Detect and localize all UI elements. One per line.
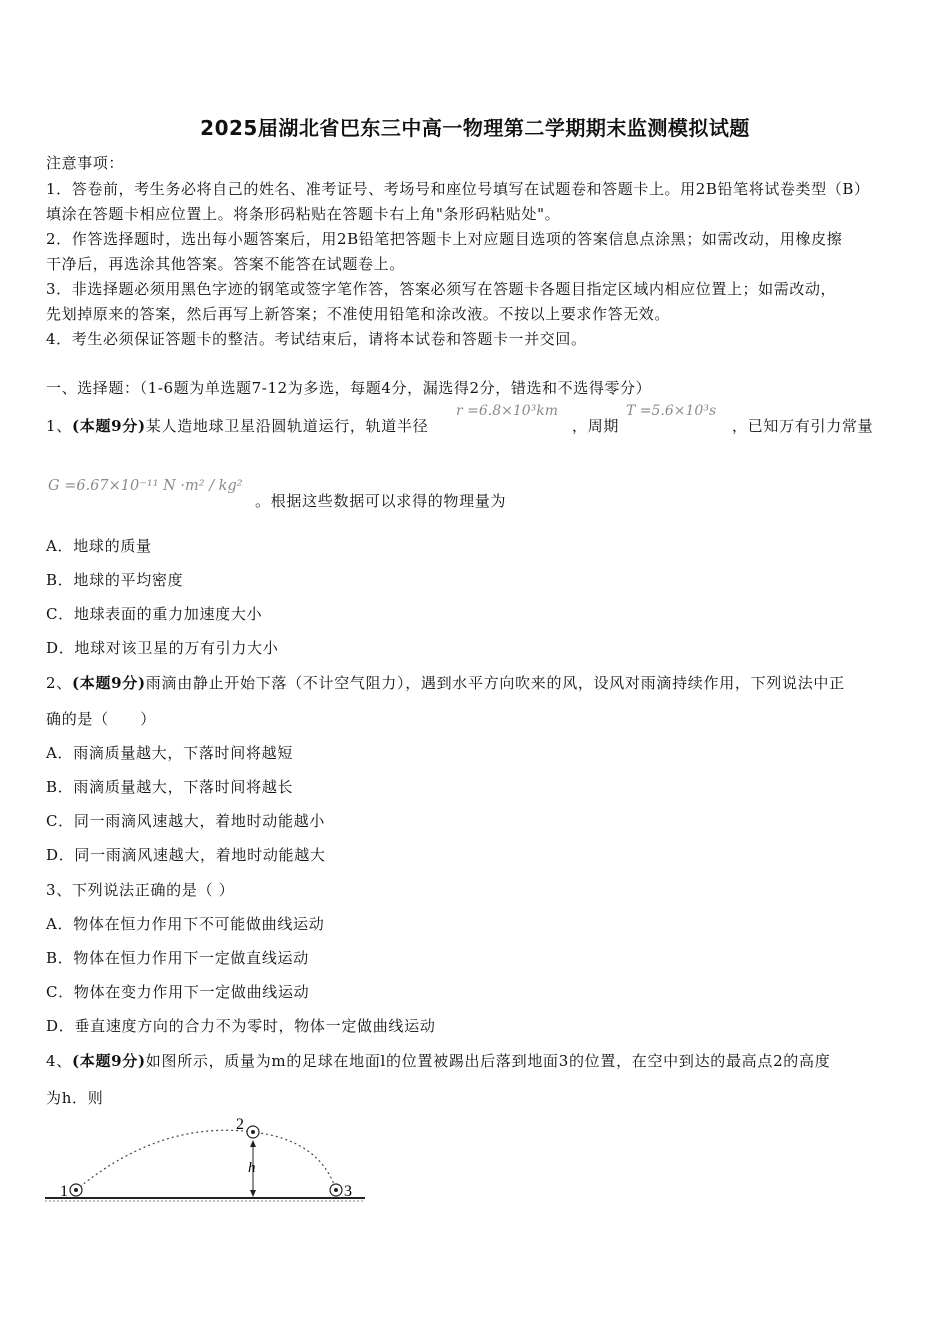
question-3-stem: 3、下列说法正确的是（ ） bbox=[46, 881, 235, 899]
label-point-1: 1 bbox=[60, 1183, 68, 1200]
notice-line: 3．非选择题必须用黑色字迹的钢笔或签字笔作答，答案必须写在答题卡各题目指定区域内相应位置上；如需改动， bbox=[46, 280, 837, 298]
option-d: D．地球对该卫星的万有引力大小 bbox=[46, 639, 279, 657]
trajectory-path bbox=[76, 1130, 336, 1190]
question-points: (本题9分) bbox=[71, 1052, 146, 1070]
question-text: 为h．则 bbox=[46, 1089, 104, 1107]
question-text: 如图所示，质量为m的足球在地面l的位置被踢出后落到地面3的位置，在空中到达的最高点2的高度 bbox=[145, 1052, 831, 1070]
question-text: 某人造地球卫星沿圆轨道运行，轨道半径 bbox=[145, 417, 429, 435]
arrow-head-down-icon bbox=[250, 1190, 256, 1197]
exam-title: 2025届湖北省巴东三中高一物理第二学期期末监测模拟试题 bbox=[200, 116, 750, 140]
question-4-stem bbox=[46, 1050, 830, 1071]
period-formula: T =5.6×10³s bbox=[626, 403, 717, 419]
ball-pattern-icon bbox=[251, 1130, 255, 1134]
radius-formula: r =6.8×10³km bbox=[456, 403, 559, 419]
option-d: D．垂直速度方向的合力不为零时，物体一定做曲线运动 bbox=[46, 1017, 436, 1035]
option-b: B．雨滴质量越大，下落时间将越长 bbox=[46, 778, 294, 796]
option-b: B．地球的平均密度 bbox=[46, 571, 184, 589]
gravity-constant-formula: G =6.67×10⁻¹¹ N ·m² / kg² bbox=[48, 478, 243, 494]
question-number: 4、 bbox=[46, 1052, 72, 1070]
notice-line: 填涂在答题卡相应位置上。将条形码粘贴在答题卡右上角"条形码粘贴处"。 bbox=[46, 205, 561, 223]
option-b: B．物体在恒力作用下一定做直线运动 bbox=[46, 949, 309, 967]
notice-line: 1．答卷前，考生务必将自己的姓名、准考证号、考场号和座位号填写在试题卷和答题卡上。用2B铅笔将试卷类型（B） bbox=[46, 180, 870, 198]
notice-heading: 注意事项： bbox=[46, 154, 125, 172]
notice-line: 4．考生必须保证答题卡的整洁。考试结束后，请将本试卷和答题卡一并交回。 bbox=[46, 330, 587, 348]
notice-line: 干净后，再选涂其他答案。答案不能答在试题卷上。 bbox=[46, 255, 405, 273]
label-point-2: 2 bbox=[236, 1116, 244, 1133]
notice-line: 先划掉原来的答案，然后再写上新答案；不准使用铅笔和涂改液。不按以上要求作答无效。 bbox=[46, 305, 671, 323]
option-a: A．雨滴质量越大，下落时间将越短 bbox=[46, 744, 294, 762]
ball-pattern-icon bbox=[74, 1188, 78, 1192]
question-number: 2、 bbox=[46, 674, 72, 692]
label-point-3: 3 bbox=[344, 1183, 352, 1200]
option-a: A．物体在恒力作用下不可能做曲线运动 bbox=[46, 915, 325, 933]
option-c: C．同一雨滴风速越大，着地时动能越小 bbox=[46, 812, 326, 830]
question-text: ，已知万有引力常量 bbox=[732, 417, 874, 435]
question-number: 1、 bbox=[46, 417, 72, 435]
ball-pattern-icon bbox=[334, 1188, 338, 1192]
question-points: (本题9分) bbox=[71, 417, 146, 435]
section-heading: 一、选择题：（1-6题为单选题7-12为多选，每题4分，漏选得2分，错选和不选得零分） bbox=[46, 379, 652, 397]
question-text: 雨滴由静止开始下落（不计空气阻力），遇到水平方向吹来的风，设风对雨滴持续作用，下列说法中正 bbox=[145, 674, 845, 692]
question-points: (本题9分) bbox=[71, 674, 146, 692]
notice-line: 2．作答选择题时，选出每小题答案后，用2B铅笔把答题卡上对应题目选项的答案信息点涂黑；如需改动，用橡皮擦 bbox=[46, 230, 843, 248]
question-text: 确的是（ ） bbox=[46, 710, 156, 728]
question-2-stem bbox=[46, 672, 845, 693]
option-a: A．地球的质量 bbox=[46, 537, 152, 555]
arrow-head-up-icon bbox=[250, 1140, 256, 1147]
question-text: ，周期 bbox=[572, 417, 620, 435]
option-d: D．同一雨滴风速越大，着地时动能越大 bbox=[46, 846, 326, 864]
football-trajectory-figure bbox=[40, 1110, 370, 1210]
option-c: C．地球表面的重力加速度大小 bbox=[46, 605, 263, 623]
option-c: C．物体在变力作用下一定做曲线运动 bbox=[46, 983, 310, 1001]
question-text: 。根据这些数据可以求得的物理量为 bbox=[255, 492, 507, 510]
label-height: h bbox=[248, 1160, 256, 1176]
question-1-stem bbox=[46, 415, 428, 436]
